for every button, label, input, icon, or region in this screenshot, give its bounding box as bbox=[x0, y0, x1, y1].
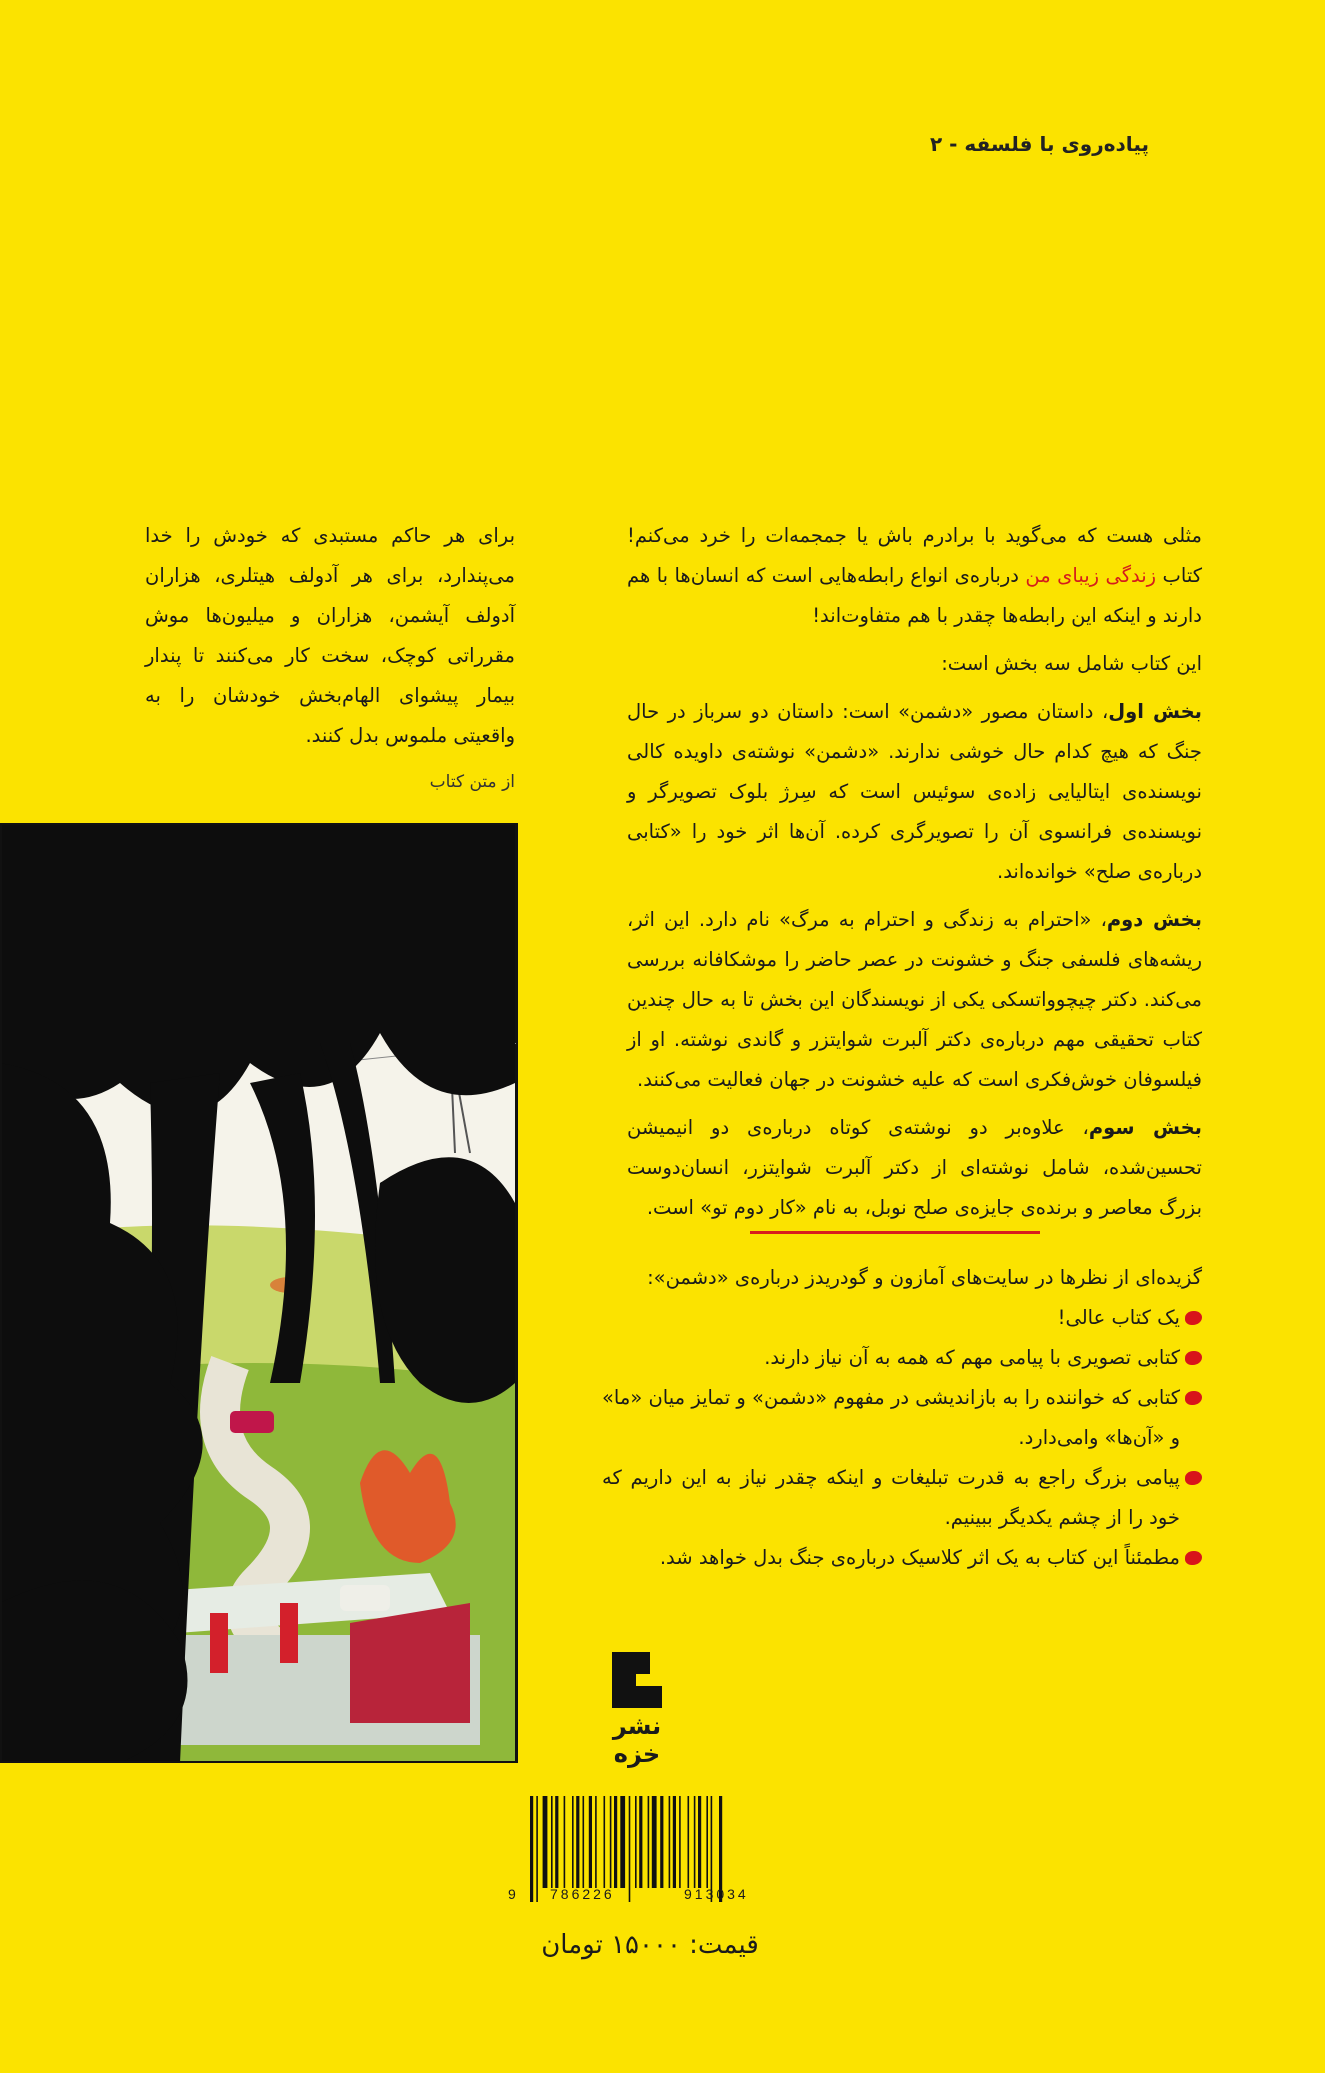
barcode-bar bbox=[688, 1796, 690, 1888]
barcode-bar bbox=[551, 1796, 553, 1888]
intro-text-b: درباره‌ی انواع رابطه‌هایی است که انسان‌ها با هم دارند و اینکه این رابطه‌ها چقدر با هم متفاوت‌اند! bbox=[627, 564, 1202, 627]
barcode-bar bbox=[669, 1796, 671, 1888]
review-text: مطمئناً این کتاب به یک اثر کلاسیک درباره‌ی جنگ بدل خواهد شد. bbox=[659, 1546, 1180, 1569]
barcode-right-digits: 913034 bbox=[684, 1886, 749, 1902]
quote-text: برای هر حاکم مستبدی که خودش را خدا می‌پندارد، برای هر آدولف هیتلری، هزاران آدولف آیشمن، هزاران و میلیون‌ها موش مقرراتی کوچک، سخت کار می‌کنند تا پندار بیمار پیشوای الهام‌بخش خودشان را به واقعیتی ملموس بدل کنند. bbox=[145, 524, 515, 747]
reviews-section bbox=[602, 1258, 1202, 1578]
barcode-bar bbox=[635, 1796, 637, 1888]
price-label: قیمت: ۱۵۰۰۰ تومان bbox=[541, 1930, 759, 1960]
red-bullet-icon bbox=[1185, 1391, 1202, 1405]
barcode-bar bbox=[706, 1796, 708, 1888]
review-text: کتابی که خواننده را به بازاندیشی در مفهوم «دشمن» و تمایز میان «ما» و «آن‌ها» وامی‌دارد. bbox=[602, 1386, 1180, 1449]
barcode-bar bbox=[694, 1796, 696, 1888]
red-bullet-icon bbox=[1185, 1471, 1202, 1485]
reviews-intro: گزیده‌ای از نظرها در سایت‌های آمازون و گودریدز درباره‌ی «دشمن»: bbox=[647, 1266, 1202, 1289]
barcode-bar bbox=[620, 1796, 625, 1888]
review-item bbox=[602, 1378, 1202, 1458]
barcode-left-digits: 786226 bbox=[550, 1886, 615, 1902]
red-bullet-icon bbox=[1185, 1311, 1202, 1325]
book-title-inline: زندگی زیبای من bbox=[1025, 564, 1157, 587]
review-item bbox=[602, 1338, 1202, 1378]
part-three-heading: بخش سوم bbox=[1088, 1116, 1202, 1139]
intro-text-a: مثلی هست که می‌گوید با برادرم باش یا جمجمه‌ات را خرد می‌کنم! کتاب bbox=[627, 524, 1202, 587]
barcode-bar bbox=[583, 1796, 585, 1888]
part-two-paragraph bbox=[627, 900, 1202, 1100]
red-divider bbox=[750, 1231, 1040, 1234]
barcode-bar bbox=[610, 1796, 612, 1888]
barcode-bar bbox=[555, 1796, 558, 1888]
review-item bbox=[602, 1458, 1202, 1538]
excerpt-quote bbox=[145, 516, 515, 802]
barcode-bar bbox=[698, 1796, 701, 1888]
part-one-text: ، داستان مصور «دشمن» است: داستان دو سرباز در حال جنگ که هیچ کدام حال خوشی ندارند. «دشمن» نوشته‌ی داوید‌ه کالی نویسنده‌ی ایتالیایی‌ زاده‌ی سوئیس است که سِرژ بلوک تصویرگر و نویسنده‌ی فرانسوی آن را تصویرگری کرده. آن‌ها اثر خود را «کتابی درباره‌ی صلح» خوانده‌اند. bbox=[627, 700, 1202, 883]
barcode-bar bbox=[576, 1796, 579, 1888]
intro-paragraph bbox=[627, 516, 1202, 636]
barcode-bar bbox=[639, 1796, 642, 1888]
part-one-paragraph bbox=[627, 692, 1202, 892]
series-title: پیاده‌روی با فلسفه - ۲ bbox=[929, 132, 1149, 156]
red-bullet-icon bbox=[1185, 1551, 1202, 1565]
red-bullet-icon bbox=[1185, 1351, 1202, 1365]
barcode-bar bbox=[652, 1796, 657, 1888]
barcode-bar bbox=[614, 1796, 617, 1888]
barcode-bar bbox=[589, 1796, 592, 1888]
description-column bbox=[627, 516, 1202, 1236]
review-item bbox=[602, 1298, 1202, 1338]
barcode-bar bbox=[572, 1796, 574, 1888]
barcode-bar bbox=[673, 1796, 676, 1888]
part-three-text: ، علاوه‌بر دو نوشته‌ی کوتاه درباره‌ی دو انیمیشن تحسین‌شده، شامل نوشته‌ای از دکتر آلبرت شوایتزر، انسان‌دوست بزرگ معاصر و برنده‌ی جایزه‌ی صلح نوبل، به نام «کار دوم تو» است. bbox=[627, 1116, 1202, 1219]
barcode-bar bbox=[543, 1796, 548, 1888]
publisher-name: نشر خزه bbox=[612, 1712, 662, 1768]
review-text: پیامی بزرگ راجع به قدرت تبلیغات و اینکه چقدر نیاز به این داریم که خود را از چشم یکدیگر ببینیم. bbox=[602, 1466, 1180, 1529]
barcode-digits bbox=[508, 1886, 798, 1906]
review-text: کتابی تصویری با پیامی مهم که همه به آن نیاز دارند. bbox=[764, 1346, 1180, 1369]
reviews-list bbox=[602, 1298, 1202, 1578]
review-text: یک کتاب عالی! bbox=[1057, 1306, 1180, 1329]
barcode-bar bbox=[564, 1796, 566, 1888]
barcode-bar bbox=[679, 1796, 681, 1888]
review-item bbox=[602, 1538, 1202, 1578]
barcode-bar bbox=[595, 1796, 597, 1888]
part-two-text: ، «احترام به زندگی و احترام به مرگ» نام دارد. این اثر، ریشه‌های فلسفی جنگ و خشونت در عصر حاضر را موشکافانه بررسی می‌کند. دکتر چیچوواتسکی یکی از نویسندگان این بخش تا به حال چندین کتاب تحقیقی مهم درباره‌ی دکتر آلبرت شوایتزر و گاندی نوشته. او از فیلسوفان خوش‌فکری است که علیه خشونت در جهان فعالیت می‌کنند. bbox=[627, 908, 1202, 1091]
barcode-lead-digit: 9 bbox=[508, 1886, 516, 1902]
quote-source: از متن کتاب bbox=[429, 772, 515, 792]
part-two-heading: بخش دوم bbox=[1106, 908, 1202, 931]
barcode-bar bbox=[660, 1796, 663, 1888]
barcode-bar bbox=[604, 1796, 606, 1888]
part-one-heading: بخش اول bbox=[1108, 700, 1202, 723]
barcode-bar bbox=[648, 1796, 650, 1888]
cover-illustration bbox=[0, 823, 518, 1763]
sections-intro: این کتاب شامل سه بخش است: bbox=[941, 652, 1202, 675]
part-three-paragraph bbox=[627, 1108, 1202, 1228]
